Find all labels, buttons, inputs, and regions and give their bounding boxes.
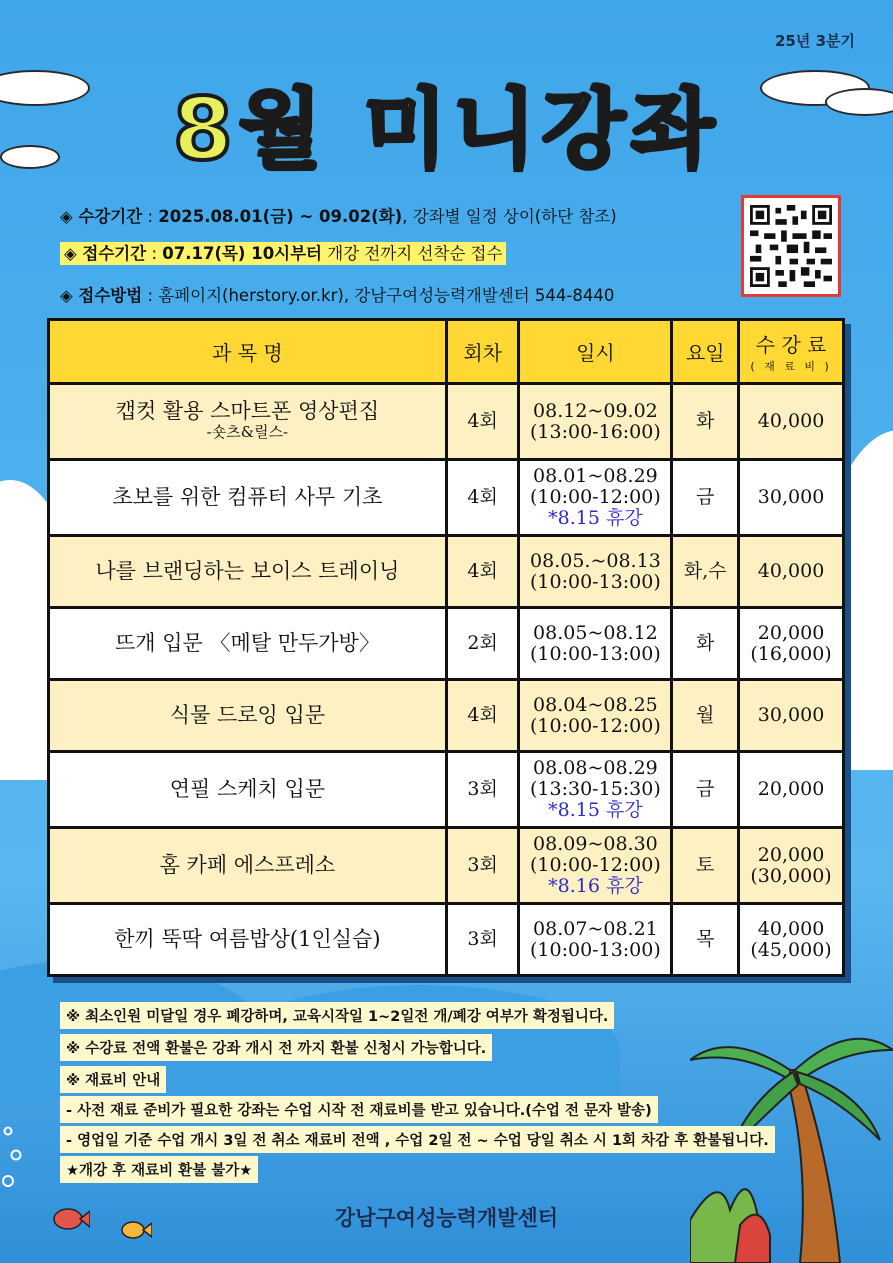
day-cell: 토 [672,828,739,904]
method-line: ◈ 접수방법 : 홈페이지(herstory.or.kr), 강남구여성능력개발센터 544-8440 [60,286,615,305]
sessions-cell: 3회 [446,828,519,904]
course-cell [49,384,447,460]
schedule-time: (10:00-12:00) [530,486,661,508]
schedule-time: (10:00-13:00) [530,642,661,665]
fee-cell [739,904,844,976]
fee-cell [739,680,844,752]
fee-value: 30,000 [757,704,825,726]
schedule-dates: 08.09~08.30 [533,833,658,855]
table-row [49,680,844,752]
table-header-row [49,320,844,384]
fee-value: 20,000 [757,621,825,644]
period-label: ◈ 수강기간 [60,207,143,226]
apply-line: ◈ 접수기간 : 07.17(목) 10시부터 개강 전까지 선착순 접수 [60,240,506,264]
course-subtitle: -숏츠&릴스- [206,422,289,441]
schedule-cell [519,904,672,976]
day-cell: 목 [672,904,739,976]
schedule-time: (13:30-15:30) [530,778,661,800]
table-row [49,904,844,976]
sessions-cell: 2회 [446,608,519,680]
schedule-time: (10:00-13:00) [530,938,661,961]
schedule-dates: 08.04~08.25 [533,693,658,716]
sessions-cell: 4회 [446,680,519,752]
note-line: ※ 최소인원 미달일 경우 폐강하며, 교육시작일 1~2일전 개/폐강 여부가 확정됩니다. [60,1002,614,1029]
material-fee: (45,000) [750,938,832,961]
schedule-cell [519,460,672,536]
page-title: 8월 미니강좌 [172,80,721,180]
schedule-cell [519,752,672,828]
schedule-dates: 08.05.~08.13 [530,549,661,572]
course-table [47,318,845,977]
fee-value: 30,000 [757,486,825,508]
day-cell: 월 [672,680,739,752]
period-value: 2025.08.01(금) ~ 09.02(화) [158,207,403,226]
fee-cell [739,536,844,608]
course-cell [49,608,447,680]
course-cell [49,536,447,608]
course-cell [49,460,447,536]
schedule-time: (10:00-12:00) [530,714,661,737]
fee-value: 40,000 [757,410,825,432]
sessions-cell: 4회 [446,384,519,460]
holiday-note: *8.16 휴강 [548,875,643,897]
note-line: - 영업일 기준 수업 개시 3일 전 취소 재료비 전액 , 수업 2일 전 ~ 수업 당일 취소 시 1회 차감 후 환불됩니다. [60,1126,775,1153]
bubbles-decoration [2,1125,26,1189]
course-name: 연필 스케치 입문 [169,777,326,801]
day-cell: 금 [672,460,739,536]
course-cell [49,828,447,904]
header-course: 과 목 명 [49,320,447,384]
schedule-dates: 08.12~09.02 [533,399,658,422]
holiday-note: *8.15 휴강 [548,799,643,821]
period-line: ◈ 수강기간 : 2025.08.01(금) ~ 09.02(화), 강좌별 일정 상이(하단 참조) [60,207,617,226]
course-name: 한끼 뚝딱 여름밥상(1인실습) [114,927,381,951]
table-row [49,384,844,460]
schedule-dates: 08.08~08.29 [533,757,658,779]
note-line: ※ 수강료 전액 환불은 강좌 개시 전 까지 환불 신청시 가능합니다. [60,1034,492,1061]
note-line: ★개강 후 재료비 환불 불가★ [60,1156,258,1183]
fee-value: 20,000 [757,843,825,866]
apply-label: ◈ 접수기간 [64,244,147,263]
organization-name: 강남구여성능력개발센터 [334,1206,559,1230]
course-name: 초보를 위한 컴퓨터 사무 기초 [112,485,383,509]
header-fee [739,320,844,384]
table-row [49,752,844,828]
header-day: 요일 [672,320,739,384]
header-sessions: 회차 [446,320,519,384]
fee-cell [739,752,844,828]
course-cell [49,752,447,828]
course-name: 홈 카페 에스프레소 [159,853,336,877]
course-name: 캡컷 활용 스마트폰 영상편집 [115,398,380,423]
note-line: - 사전 재료 준비가 필요한 강좌는 수업 시작 전 재료비를 받고 있습니다.(수업 전 문자 발송) [60,1096,658,1123]
day-cell: 금 [672,752,739,828]
material-fee: (30,000) [750,864,832,887]
table-row [49,460,844,536]
note-line: ※ 재료비 안내 [60,1066,166,1093]
header-fee-sub: ( 재 료 비 ) [750,360,832,373]
course-name: 뜨개 입문 〈메탈 만두가방〉 [114,631,380,655]
sessions-cell: 3회 [446,752,519,828]
fee-cell [739,460,844,536]
schedule-time: (10:00-12:00) [530,854,661,876]
schedule-cell [519,536,672,608]
header-fee-label: 수 강 료 [755,333,827,357]
schedule-time: (13:00-16:00) [530,420,661,443]
period-tail: , 강좌별 일정 상이(하단 참조) [402,207,617,226]
qr-code[interactable] [741,195,841,297]
fee-cell [739,828,844,904]
schedule-cell [519,828,672,904]
schedule-dates: 08.01~08.29 [533,465,658,487]
quarter-label: 25년 3분기 [774,32,855,50]
schedule-dates: 08.05~08.12 [533,621,658,644]
day-cell: 화 [672,608,739,680]
day-cell: 화 [672,384,739,460]
table-row [49,536,844,608]
holiday-note: *8.15 휴강 [548,507,643,529]
day-cell: 화,수 [672,536,739,608]
method-label: ◈ 접수방법 [60,286,143,305]
apply-tail: 개강 전까지 선착순 접수 [322,244,503,263]
schedule-cell [519,384,672,460]
fee-cell [739,608,844,680]
table-row [49,608,844,680]
table-row [49,828,844,904]
course-name: 식물 드로잉 입문 [169,703,326,727]
course-cell [49,904,447,976]
course-name: 나를 브랜딩하는 보이스 트레이닝 [95,559,400,583]
material-fee: (16,000) [750,642,832,665]
schedule-cell [519,608,672,680]
schedule-dates: 08.07~08.21 [533,917,658,940]
schedule-time: (10:00-13:00) [530,570,661,593]
course-cell [49,680,447,752]
fee-value: 40,000 [757,917,825,940]
schedule-cell [519,680,672,752]
fee-value: 20,000 [757,778,825,800]
header-schedule: 일시 [519,320,672,384]
fee-cell [739,384,844,460]
method-value: 홈페이지(herstory.or.kr), 강남구여성능력개발센터 544-8440 [158,286,615,305]
qr-code-icon [750,204,832,288]
fee-value: 40,000 [757,560,825,582]
sessions-cell: 4회 [446,536,519,608]
sessions-cell: 3회 [446,904,519,976]
sessions-cell: 4회 [446,460,519,536]
apply-value: 07.17(목) 10시부터 [162,244,323,263]
